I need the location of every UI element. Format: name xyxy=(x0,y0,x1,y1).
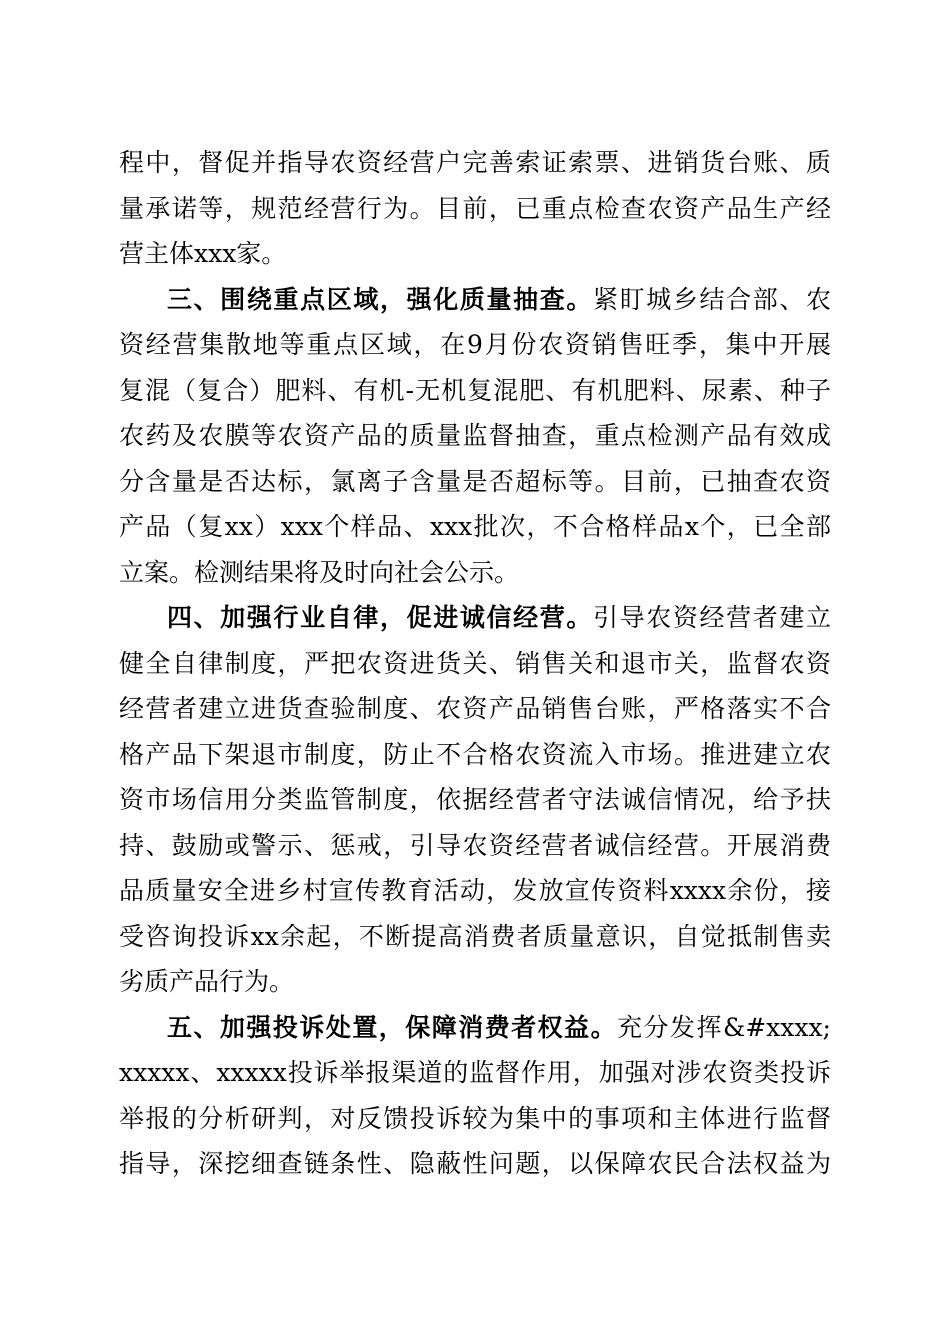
section3-line-2: 资经营集散地等重点区域，在9月份农资销售旺季，集中开展 xyxy=(119,330,831,359)
section5-first-line xyxy=(167,1013,831,1043)
section4-line-6: 持、鼓励或警示、惩戒，引导农资经营者诚信经营。开展消费 xyxy=(119,831,831,860)
section4-first-line xyxy=(167,603,831,633)
section4-line-2: 健全自律制度，严把农资进货关、销售关和退市关，监督农资 xyxy=(119,649,831,678)
section5-line-3: 举报的分析研判，对反馈投诉较为集中的事项和主体进行监督 xyxy=(119,1104,831,1133)
section3-line-3: 复混（复合）肥料、有机-无机复混肥、有机肥料、尿素、种子 xyxy=(119,376,831,405)
section4-heading: 四、加强行业自律，促进诚信经营。 xyxy=(167,603,593,632)
section4-line-8: 受咨询投诉xx余起，不断提高消费者质量意识，自觉抵制售卖 xyxy=(119,922,831,951)
section4-line-5: 资市场信用分类监管制度，依据经营者守法诚信情况，给予扶 xyxy=(119,785,831,814)
section3-line-5: 分含量是否达标，氯离子含量是否超标等。目前，已抽查农资 xyxy=(119,467,831,496)
section4-line-4: 格产品下架退市制度，防止不合格农资流入市场。推进建立农 xyxy=(119,740,831,769)
section5-line-4: 指导，深挖细查链条性、隐蔽性问题，以保障农民合法权益为 xyxy=(119,1149,831,1178)
intro-line-1: 程中，督促并指导农资经营户完善索证索票、进销货台账、质 xyxy=(119,148,831,177)
section3-first-line-text: 紧盯城乡结合部、农 xyxy=(592,285,831,314)
section4-line-7: 品质量安全进乡村宣传教育活动，发放宣传资料xxxx余份，接 xyxy=(119,876,831,905)
section5-first-line-text: 充分发挥&#xxxx; xyxy=(617,1013,831,1042)
section3-heading: 三、围绕重点区域，强化质量抽查。 xyxy=(167,285,593,314)
section3-line-7: 立案。检测结果将及时向社会公示。 xyxy=(119,558,520,587)
intro-line-2: 量承诺等，规范经营行为。目前，已重点检查农资产品生产经 xyxy=(119,194,831,223)
section4-line-3: 经营者建立进货查验制度、农资产品销售台账，严格落实不合 xyxy=(119,694,831,723)
section3-line-6: 产品（复xx）xxx个样品、xxx批次，不合格样品x个，已全部 xyxy=(119,512,831,541)
intro-line-3: 营主体xxx家。 xyxy=(119,239,287,268)
section5-heading: 五、加强投诉处置，保障消费者权益。 xyxy=(167,1013,618,1042)
section3-line-4: 农药及农膜等农资产品的质量监督抽查，重点检测产品有效成 xyxy=(119,421,831,450)
section5-line-2: xxxxx、xxxxx投诉举报渠道的监督作用，加强对涉农资类投诉 xyxy=(119,1058,831,1087)
section4-line-9: 劣质产品行为。 xyxy=(119,967,295,996)
section4-first-line-text: 引导农资经营者建立 xyxy=(592,603,831,632)
section3-first-line xyxy=(167,285,831,315)
